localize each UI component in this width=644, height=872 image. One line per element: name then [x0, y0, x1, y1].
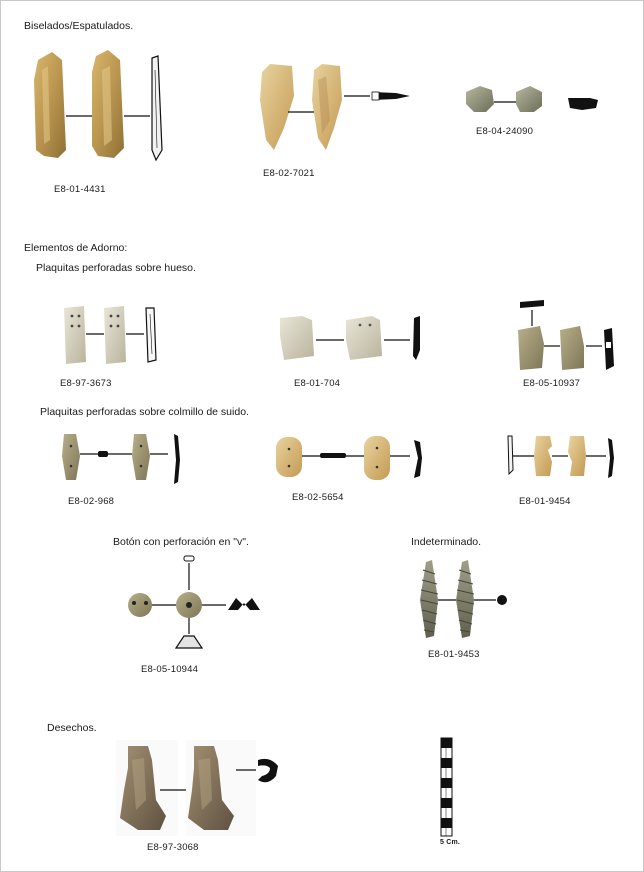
artifact-e8-01-9453: [420, 560, 507, 638]
artifact-e8-04-24090: [466, 86, 598, 112]
specimen-label: E8-97-3068: [147, 842, 199, 853]
artifact-e8-01-704: [280, 316, 420, 360]
heading-plaquitas-hueso: Plaquitas perforadas sobre hueso.: [36, 262, 196, 274]
scale-bar-label: 5 Cm.: [440, 839, 461, 846]
specimen-label: E8-04-24090: [476, 126, 534, 137]
specimen-label: E8-02-5654: [292, 492, 344, 503]
specimen-label: E8-01-4431: [54, 184, 106, 195]
specimen-label: E8-01-704: [294, 378, 341, 389]
heading-indeterminado: Indeterminado.: [411, 536, 482, 548]
artifact-e8-02-5654: [276, 436, 422, 480]
scale-bar: [441, 738, 452, 836]
heading-adorno: Elementos de Adorno:: [24, 242, 128, 254]
specimen-label: E8-05-10937: [523, 378, 581, 389]
artifact-e8-01-9454: [508, 436, 614, 478]
specimen-label: E8-01-9453: [428, 649, 480, 660]
heading-boton: Botón con perforación en "v".: [113, 536, 249, 548]
heading-desechos: Desechos.: [47, 722, 97, 734]
specimen-label: E8-97-3673: [60, 378, 112, 389]
artifact-e8-97-3068: [116, 740, 278, 836]
specimen-label: E8-01-9454: [519, 496, 571, 507]
specimen-label: E8-02-968: [68, 496, 115, 507]
heading-plaquitas-colmillo: Plaquitas perforadas sobre colmillo de suido.: [40, 406, 249, 418]
artifact-e8-02-7021: [260, 64, 410, 150]
specimen-label: E8-05-10944: [141, 664, 199, 675]
heading-biselados: Biselados/Espatulados.: [24, 20, 134, 32]
artifact-e8-05-10944: [128, 556, 260, 648]
artifact-e8-02-968: [62, 434, 180, 484]
artifact-e8-01-4431: [34, 50, 162, 160]
artifact-e8-97-3673: [64, 306, 156, 364]
specimen-label: E8-02-7021: [263, 168, 315, 179]
artifact-e8-05-10937: [518, 300, 614, 370]
